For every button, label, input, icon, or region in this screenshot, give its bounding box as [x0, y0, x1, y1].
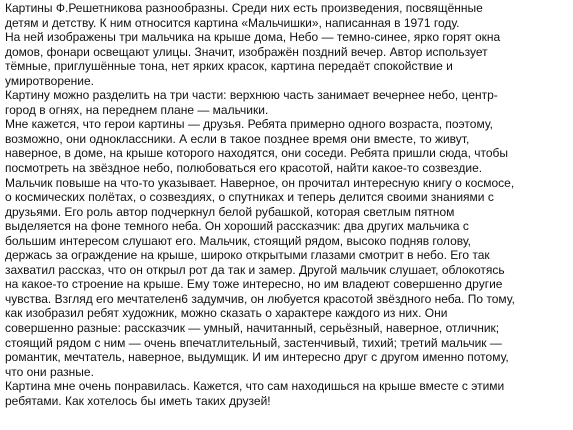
- text-line: тёмные, приглушённые тона, нет ярких красок, картина передаёт спокойствие и: [5, 59, 453, 74]
- text-line: как изобразил ребят художник, можно сказать о характере каждого из них. Они: [5, 306, 448, 321]
- paragraph-description: [5, 30, 571, 88]
- text-line: наверное, в доме, на крыше которого находятся, они соседи. Ребята пришли сюда, чтобы: [5, 146, 509, 161]
- paragraph-composition: [5, 88, 571, 117]
- text-line: стоящий рядом с ним — очень впечатлительный, застенчивый, тихий; третий мальчик —: [5, 335, 502, 350]
- text-line: друзьями. Его роль автор подчеркнул белой рубашкой, которая светлым пятном: [5, 204, 455, 219]
- text-line: детям и детству. К ним относится картина «Мальчишки», написанная в 1971 году.: [5, 15, 460, 30]
- text-line: ребятами. Как хотелось бы иметь таких друзей!: [5, 393, 271, 408]
- text-line: держась за ограждение на крыше, широко открытыми глазами смотрит в небо. Его так: [5, 248, 490, 263]
- text-line: Мне кажется, что герои картины — друзья. Ребята примерно одного возраста, поэтому,: [5, 117, 493, 132]
- text-line: На ней изображены три мальчика на крыше дома, Небо — темно-синее, ярко горят окна: [5, 30, 501, 45]
- text-line: домов, фонари освещают улицы. Значит, изображён поздний вечер. Автор использует: [5, 44, 488, 59]
- text-line: чувства. Взгляд его мечтателен6 задумчив, он любуется красотой звёздного неба. По тому,: [5, 291, 515, 306]
- text-line: на какое-то строение на крыше. Ему тоже интересно, но им владеют совершенно другие: [5, 277, 503, 292]
- text-line: возможно, они одноклассники. А если в такое позднее время они вместе, то живут,: [5, 131, 470, 146]
- text-line: романтик, мечтатель, наверное, выдумщик. И им интересно друг с другом именно потому,: [5, 350, 509, 365]
- paragraph-intro: [5, 1, 571, 30]
- text-line: выделяется на фоне темного неба. Он хороший рассказчик: два других мальчика с: [5, 219, 469, 234]
- paragraph-characters: [5, 176, 571, 380]
- text-line: город в огнях, на переднем плане — мальчики.: [5, 102, 269, 117]
- text-line: что они разные.: [5, 364, 94, 379]
- text-line: Картина мне очень понравилась. Кажется, что сам находишься на крыше вместе с этими: [5, 379, 505, 394]
- text-line: Мальчик повыше на что-то указывает. Наверное, он прочитал интересную книгу о космосе,: [5, 175, 515, 190]
- paragraph-conclusion: [5, 379, 571, 408]
- text-line: умиротворение.: [5, 73, 94, 88]
- text-line: большим интересом слушают его. Мальчик, стоящий рядом, высоко подняв голову,: [5, 233, 471, 248]
- essay-document: [5, 1, 571, 408]
- text-line: о космических полётах, о созвездиях, о спутниках и теперь делится своими знаниями с: [5, 190, 494, 205]
- text-line: захватил рассказ, что он открыл рот да так и замер. Другой мальчик слушает, облокотясь: [5, 262, 505, 277]
- text-line: совершенно разные: рассказчик — умный, начитанный, серьёзный, наверное, отличник;: [5, 321, 500, 336]
- text-line: Картины Ф.Решетникова разнообразны. Среди них есть произведения, посвящённые: [5, 1, 483, 15]
- text-line: Картину можно разделить на три части: верхнюю часть занимает вечернее небо, центр-: [5, 88, 498, 103]
- paragraph-heroes: [5, 117, 571, 175]
- text-line: посмотреть на звёздное небо, полюбоваться его красотой, найти какое-то созвездие.: [5, 161, 483, 176]
